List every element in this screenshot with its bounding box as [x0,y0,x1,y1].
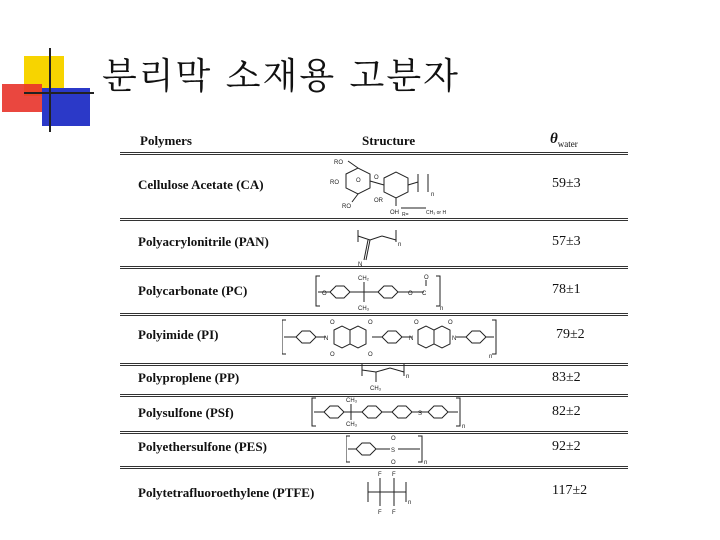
chem-label-c-pc: C [422,291,427,297]
chem-label-o-pi5: O [414,320,419,326]
chem-label-o-pc3: O [424,275,429,281]
chem-label-n-pp: n [406,374,410,380]
row-value-ptfe: 117±2 [552,483,588,498]
row-name-pp: Polyproplene (PP) [138,370,240,385]
chem-label-r: R= [402,212,409,218]
chem-label-ro3: RO [342,204,351,210]
rule-2 [120,266,628,269]
ptfe-structure [364,468,424,516]
chem-label-n-pi2: N [409,336,414,342]
chem-label-n-pan: N [358,262,363,266]
row-name-pi: Polyimide (PI) [138,327,219,342]
row-name-ca: Cellulose Acetate (CA) [138,177,264,192]
chem-label-o-pes1: O [391,436,396,442]
chem-label-o-pes2: O [391,460,396,466]
row-value-pp: 83±2 [552,370,581,385]
row-name-pan: Polyacrylonitrile (PAN) [138,234,269,249]
chem-label-n-sub-pi: n [489,354,493,360]
polysulfone-structure [310,394,470,430]
polypropylene-structure [360,362,420,394]
chem-label-f4: F [392,510,396,516]
chem-label-ch3-psf2: CH₃ [346,422,358,428]
header-polymers: Polymers [140,133,192,148]
chem-label-ch3r: CH₃ or H [426,210,447,216]
chem-label-o-pc1: O [322,291,327,297]
chem-label-o-pi1: O [330,320,335,326]
chem-label-oh: OH [390,210,399,216]
chem-label-o-pi2: O [330,352,335,358]
chem-label-o-pc2: O [408,291,413,297]
polyacrylonitrile-structure [356,226,416,266]
chem-label-n-pc: n [440,306,444,312]
row-value-psf: 82±2 [552,404,581,419]
row-value-pan: 57±3 [552,234,581,249]
row-value-pi: 79±2 [556,327,585,342]
chem-label-n-ptfe: n [408,500,412,506]
chem-label-n-sub-pan: n [398,242,402,248]
row-name-ptfe: Polytetrafluoroethylene (PTFE) [138,485,315,500]
chem-label-s-psf: S [418,411,423,417]
polycarbonate-structure [314,272,450,312]
chem-label-o2: O [374,175,379,181]
rule-1 [120,218,628,221]
chem-label-o-pi6: O [448,320,453,326]
chem-label-ch3-a: CH₂ [358,276,369,282]
chem-label-o1: O [356,178,361,184]
chem-label-n-psf: n [462,424,466,430]
chem-label-n-pi3: N [452,336,457,342]
slide-title: 분리막 소재용 고분자 [102,56,460,97]
decor-horizontal-line [24,92,94,94]
chem-label-ch3-pp: CH₃ [370,386,382,392]
chem-label-n-pi1: N [324,336,329,342]
row-value-pc: 78±1 [552,282,581,297]
chem-label-f2: F [392,472,396,478]
row-name-psf: Polysulfone (PSf) [138,405,234,420]
row-name-pc: Polycarbonate (PC) [138,283,248,298]
chem-label-s-pes: S [391,448,396,454]
header-theta [550,131,578,149]
header-structure: Structure [362,133,416,148]
chem-label-or: OR [374,198,383,204]
chem-label-f3: F [378,510,382,516]
chem-label-o-pi4: O [368,352,373,358]
theta-symbol: θ [550,131,558,147]
polyethersulfone-structure [346,432,436,466]
chem-label-o-pi3: O [368,320,373,326]
chem-label-f1: F [378,472,382,478]
chem-label-ch3-b: CH₃ [358,306,370,312]
theta-subscript: water [557,139,578,149]
cellulose-acetate-structure [326,156,456,218]
chem-label-ch3-psf1: CH₃ [346,398,358,404]
row-value-pes: 92±2 [552,439,581,454]
decor-red-block [2,84,42,112]
decor-vertical-line [49,48,51,132]
rule-header [120,152,628,155]
polyimide-structure [282,316,500,360]
chem-label-n-ca: n [431,192,435,198]
chem-label-ro2: RO [330,180,339,186]
chem-label-n-pes: n [424,460,428,466]
row-name-pes: Polyethersulfone (PES) [138,439,267,454]
chem-label-ro1: RO [334,160,343,166]
row-value-ca: 59±3 [552,176,581,191]
